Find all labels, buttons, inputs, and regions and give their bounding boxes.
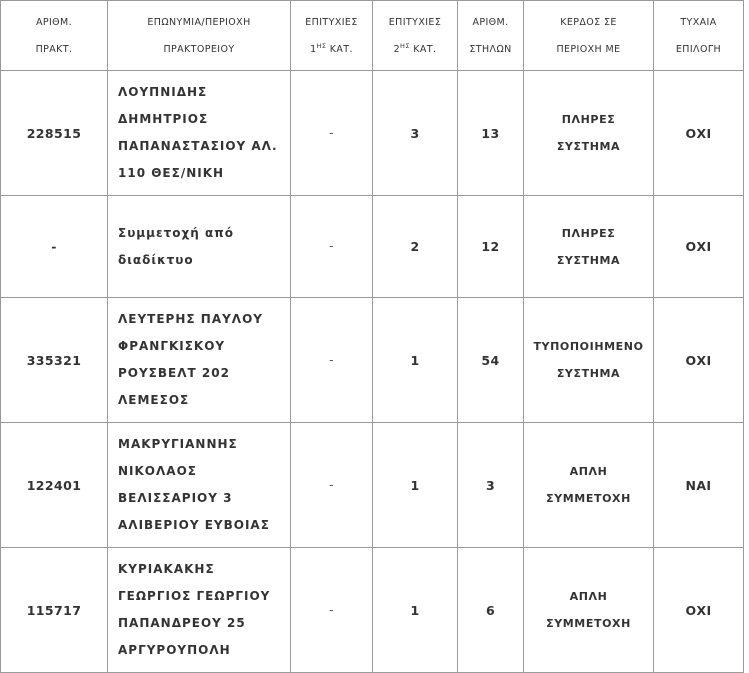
win-area-cell: ΑΠΛΗ ΣΥΜΜΕΤΟΧΗ	[524, 423, 654, 548]
table-row	[1, 71, 744, 196]
random-pick-cell: ΟΧΙ	[654, 298, 744, 423]
wins-cat2-cell: 1	[373, 298, 458, 423]
wins-cat1-cell: -	[291, 196, 373, 298]
header-wins-category-1: ΕΠΙΤΥΧΙΕΣ $1^{H\Sigma}$ ΚΑΤ.	[291, 1, 373, 71]
agency-name-cell: ΛΟΥΠΝΙΔΗΣ ΔΗΜΗΤΡΙΟΣ ΠΑΠΑΝΑΣΤΑΣΙΟΥ ΑΛ. 110 ΘΕΣ/ΝΙΚΗ	[108, 71, 291, 196]
agency-name-cell: ΜΑΚΡΥΓΙΑΝΝΗΣ ΝΙΚΟΛΑΟΣ ΒΕΛΙΣΣΑΡΙΟΥ 3 ΑΛΙΒΕΡΙΟΥ ΕΥΒΟΙΑΣ	[108, 423, 291, 548]
agency-number-cell: 122401	[1, 423, 108, 548]
columns-cell: 12	[458, 196, 524, 298]
table-row	[1, 196, 744, 298]
table-row	[1, 423, 744, 548]
win-area-cell: ΠΛΗΡΕΣ ΣΥΣΤΗΜΑ	[524, 71, 654, 196]
header-wins-category-2: ΕΠΙΤΥΧΙΕΣ $2^{H\Sigma}$ ΚΑΤ.	[373, 1, 458, 71]
header-agency-name: ΕΠΩΝΥΜΙΑ/ΠΕΡΙΟΧΗ ΠΡΑΚΤΟΡΕΙΟΥ	[108, 1, 291, 71]
agency-name-cell: ΛΕΥΤΕΡΗΣ ΠΑΥΛΟΥ ΦΡΑΝΓΚΙΣΚΟΥ ΡΟΥΣΒΕΛΤ 202 ΛΕΜΕΣΟΣ	[108, 298, 291, 423]
columns-cell: 13	[458, 71, 524, 196]
wins-cat1-cell: -	[291, 298, 373, 423]
header-agency-number: ΑΡΙΘΜ. ΠΡΑΚΤ.	[1, 1, 108, 71]
columns-cell: 3	[458, 423, 524, 548]
header-columns-count: ΑΡΙΘΜ. ΣΤΗΛΩΝ	[458, 1, 524, 71]
agency-name-cell: ΚΥΡΙΑΚΑΚΗΣ ΓΕΩΡΓΙΟΣ ΓΕΩΡΓΙΟΥ ΠΑΠΑΝΔΡΕΟΥ 25 ΑΡΓΥΡΟΥΠΟΛΗ	[108, 548, 291, 673]
wins-cat2-cell: 1	[373, 423, 458, 548]
wins-cat1-cell: -	[291, 548, 373, 673]
random-pick-cell: ΟΧΙ	[654, 71, 744, 196]
table-row	[1, 298, 744, 423]
wins-cat2-cell: 2	[373, 196, 458, 298]
wins-cat2-cell: 1	[373, 548, 458, 673]
random-pick-cell: ΟΧΙ	[654, 196, 744, 298]
columns-cell: 54	[458, 298, 524, 423]
win-area-cell: ΑΠΛΗ ΣΥΜΜΕΤΟΧΗ	[524, 548, 654, 673]
table-header-row	[1, 1, 744, 71]
wins-cat2-cell: 3	[373, 71, 458, 196]
header-win-area: ΚΕΡΔΟΣ ΣΕ ΠΕΡΙΟΧΗ ΜΕ	[524, 1, 654, 71]
agency-number-cell: 115717	[1, 548, 108, 673]
random-pick-cell: ΝΑΙ	[654, 423, 744, 548]
columns-cell: 6	[458, 548, 524, 673]
random-pick-cell: ΟΧΙ	[654, 548, 744, 673]
win-area-cell: ΤΥΠΟΠΟΙΗΜΕΝΟ ΣΥΣΤΗΜΑ	[524, 298, 654, 423]
header-random-pick: ΤΥΧΑΙΑ ΕΠΙΛΟΓΗ	[654, 1, 744, 71]
agency-number-cell: 335321	[1, 298, 108, 423]
win-area-cell: ΠΛΗΡΕΣ ΣΥΣΤΗΜΑ	[524, 196, 654, 298]
agency-number-cell: -	[1, 196, 108, 298]
wins-cat1-cell: -	[291, 423, 373, 548]
wins-cat1-cell: -	[291, 71, 373, 196]
table-row	[1, 548, 744, 673]
agency-number-cell: 228515	[1, 71, 108, 196]
agency-name-cell: Συμμετοχή από διαδίκτυο	[108, 196, 291, 298]
